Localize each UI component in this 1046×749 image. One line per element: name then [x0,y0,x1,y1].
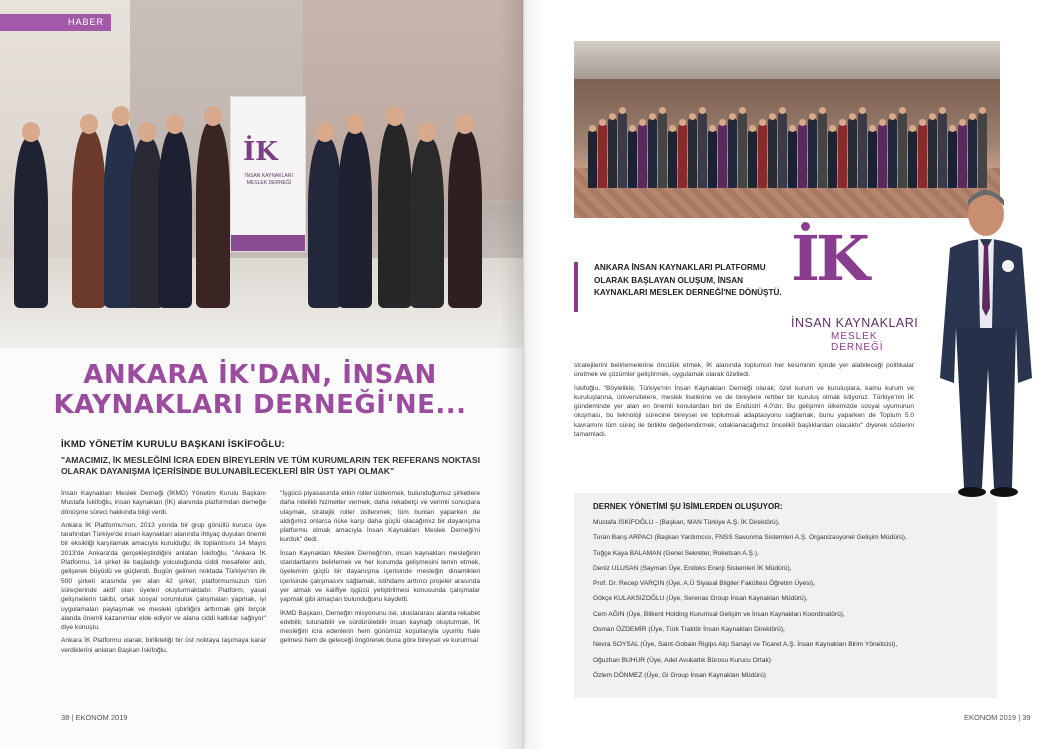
group-person [818,112,827,188]
group-person [608,118,617,188]
group-person-head [669,125,676,132]
hero-person-head [204,106,222,126]
group-person-head [849,113,856,120]
board-member: Özlem DÖNMEZ (Üye, Gi Group İnsan Kaynakları Müdürü) [593,671,766,679]
group-person-head [759,119,766,126]
hero-person [448,130,482,308]
hero-person [338,130,372,308]
hero-person-head [418,122,436,142]
hero-person [410,138,444,308]
group-person [768,118,777,188]
paragraph: "İşgücü piyasasında etkin roller üstlenmek, bulunduğumuz şirketlere daha nitelikli hizmetler vermek, daha rekabetçi ve verimli sonuçlara ulaşmak, stratejik roller üstlenmek; tüm bunları yaparken de aldığımız onlarca riske karşı daha güçlü olacağımız bir dayanışma platformu olmak amacıyla İnsan Kaynakları Meslek Derneği'ni kurduk" dedi. [280,490,480,544]
group-person [728,118,737,188]
banner-text: İNSAN KAYNAKLARI MESLEK DERNEĞİ [245,173,293,186]
group-person-head [639,119,646,126]
group-person [918,124,927,188]
hero-person [196,122,230,308]
group-person [638,124,647,188]
group-person-head [709,125,716,132]
hero-person-head [80,114,98,134]
group-person-head [739,107,746,114]
hero-person-head [166,114,184,134]
paragraph: İnsan Kaynakları Meslek Derneği'nin, insan kaynakları mesleğinin standartlarını belirlemek ve her kurumda gelişmesini temin etmek, üyelerinin güçlü bir dayanışma içerisinde mesleğin dinamikleri içerisinde çalışmasını sağlamak, istihdamı arttırıcı projeler arasında yer almak ve kalifiye işgücü yetiştirilmesi konusunda çalışmalar yapmak gibi amaçları bulunduğunu kaydetti. [280,549,480,604]
group-person [628,130,637,188]
group-person-head [839,119,846,126]
group-person [808,118,817,188]
group-person-head [829,125,836,132]
group-person-head [789,125,796,132]
board-box [574,493,997,698]
hero-person-head [386,106,404,126]
group-person-head [609,113,616,120]
group-person-head [889,113,896,120]
group-person-head [729,113,736,120]
paragraph: Ankara İK Platformu olarak; birlikteliği bir üst noktaya taşımaya karar verdiklerini anlatan Başkan İskifoğlu, [61,637,266,654]
group-person-head [949,125,956,132]
group-person-head [919,119,926,126]
group-person [788,130,797,188]
group-person-head [819,107,826,114]
board-member: Tuğçe Kaya BALAMAN (Genel Sekreter, Roketsan A.Ş.), [593,549,759,557]
group-person-head [749,125,756,132]
group-person [738,112,747,188]
group-person [648,118,657,188]
board-member: Deniz ULUSAN (Sayman Üye, Endoks Enerji Sistemleri İK Müdürü), [593,564,792,572]
group-person [698,112,707,188]
group-person-head [909,125,916,132]
group-person [848,118,857,188]
group-person [898,112,907,188]
board-title: DERNEK YÖNETİMİ ŞU İSİMLERDEN OLUŞUYOR: [593,502,783,511]
section-label: HABER [0,14,111,31]
headline-line-1: ANKARA İK'DAN, İNSAN [83,360,437,390]
group-person-head [969,113,976,120]
board-member: Nevra SOYSAL (Üye, Saint-Gobain Rigips Alçı Sanayi ve Ticaret A.Ş. İnsan Kaynakları Birim Yöneticisi), [593,641,898,649]
group-person [658,112,667,188]
hero-person-head [112,106,130,126]
logo-line-1: İNSAN KAYNAKLARI [791,316,919,330]
group-person [868,130,877,188]
group-person-head [809,113,816,120]
paragraph: İnsan Kaynakları Meslek Derneği (İKMD) Yönetim Kurulu Başkanı Mustafa İskifoğlu, insan kaynakları (İK) alanında platformdan derneğe dönüşme süreci hakkında bilgi verdi. [61,490,266,516]
article-quote: "AMACIMIZ, İK MESLEĞİNİ İCRA EDEN BİREYLERİN VE TÜM KURUMLARIN TEK REFERANS NOKTASI OLARAK DAYANIŞMA İÇERİSİNDE BULUNABİLECEKLERİ BİR ÜST YAPI OLMAK" [61,455,480,476]
group-person-head [659,107,666,114]
hero-person [158,130,192,308]
group-person [978,112,987,188]
board-member: Osman ÖZDEMİR (Üye, Türk Traktör İnsan Kaynakları Direktörü), [593,626,785,634]
hero-person [378,122,412,308]
board-member: Oğuzhan BUHUR (Üye, Adel Avukatlık Bürosu Kurucu Ortak) [593,656,771,664]
group-person-head [649,113,656,120]
page-number-right: EKONOM 2019 | 39 [964,713,1031,722]
group-person [828,130,837,188]
group-person-head [859,107,866,114]
group-person [778,112,787,188]
group-person [598,124,607,188]
pullquote: ANKARA İNSAN KAYNAKLARI PLATFORMU OLARAK BAŞLAYAN OLUŞUM, İNSAN KAYNAKLARI MESLEK DERNEĞİ'NE DÖNÜŞTÜ. [594,263,782,297]
rollup-banner [230,96,306,252]
hero-person-head [316,122,334,142]
group-person-head [699,107,706,114]
article-headline [20,360,500,420]
hero-person-head [22,122,40,142]
hero-photo [0,0,523,348]
group-person-head [929,113,936,120]
headline-line-2: KAYNAKLARI DERNEĞİ'NE... [53,390,467,420]
group-person [688,118,697,188]
group-person-head [799,119,806,126]
group-person-head [619,107,626,114]
group-person [668,130,677,188]
group-person [878,124,887,188]
pullquote-bar [574,262,578,312]
hero-person-head [456,114,474,134]
group-person [618,112,627,188]
logo-line-2: MESLEK DERNEĞİ [831,331,884,353]
hero-person-head [346,114,364,134]
page-number-left: 38 | EKONOM 2019 [61,713,128,722]
right-page [523,0,1046,749]
group-person [858,112,867,188]
body-column-right [574,361,914,443]
group-person-head [719,119,726,126]
group-person [938,112,947,188]
group-person [908,130,917,188]
group-person-head [899,107,906,114]
board-member: Turan Barış ARPACI (Başkan Yardımcısı, FNSS Savunma Sistemleri A.Ş. Organizasyonel Gelişim Müdürü), [593,534,907,542]
group-person-head [599,119,606,126]
body-column-2 [280,489,480,650]
group-person-head [979,107,986,114]
group-person-head [879,119,886,126]
board-member: Cem AĞIN (Üye, Bilkent Holding Kurumsal Gelişim ve İnsan Kaynakları Koordinatörü), [593,610,845,618]
group-person-head [869,125,876,132]
board-member: Gökçe KULAKSIZOĞLU (Üye, Serenas Group İnsan Kaynakları Müdürü), [593,595,808,603]
hero-person [14,138,48,308]
logo-mark: İK [791,222,866,295]
board-member: Prof. Dr. Recep VARÇIN (Üye, A.Ü Siyasal Bilgiler Fakültesi Öğretim Üyesi), [593,580,815,588]
paragraph: İKMD Başkanı, Derneğin misyonunu ise, uluslararası alanda rekabet edebilir, tutunabilir ve sürdürülebilir insan kaynağı oluşturmak, İK mesleğini icra edenlerin hem günümüz koşullarıyla uyumlu hale gelmesi hem de geleceği öngörerek buna göre bireysel ve kurumsal [280,609,480,645]
banner-logo: İK [243,137,278,167]
group-person [748,130,757,188]
group-person [708,130,717,188]
paragraph: İskifoğlu, "Böylelikle, Türkiye'nin İnsan Kaynakları Derneği olarak; özel kurum ve kuruluşlara, kamu kurum ve kuruluşlarına, üniversitelere, meslek liselerine ve de bireylere rehber bir kuruluş olmak istiyoruz. Türkiye'nin İK gündeminde yer alan en önemli konulardan biri de Endüstri 4.0'dır. Bu gelişimin ülkemizde sosyal uyumunun oluşması, bu teknoloji sürecine bireysel ve toplumsal adaptasyonu sağlamak, bunu yaparken de Toplum 5.0 kavramını tüm süreç ile birlikte değerlendirmek; odaklanacağımız öncelikli başlıklardan olacaktır" diyerek sözlerini tamamladı. [574,384,914,439]
group-person [838,124,847,188]
group-person-head [939,107,946,114]
paragraph: stratejilerini belirlemelerine öncülük etmek, İK alanında toplumun her kesiminin içinde yer alabileceği politikalar üretmek ve çözümler geliştirmek, uygulamak olarak özetledi. [574,362,914,379]
hero-person [308,138,342,308]
group-person-head [779,107,786,114]
group-person-head [959,119,966,126]
paragraph: Ankara İK Platformu'nun, 2013 yılında bir grup gönüllü kurucu üye tarafından Türkiye'de insan kaynakları alanında ihtiyaç duyulan önemli bir eksikliği karşılamak amacıyla kurulduğu; ilk toplantısını 14 Mayıs 2013'de Ankara'da gerçekleştirdiğini anlatan İskifoğlu, "Ankara İK Platformu, 14 şirket ile başladığı yolculuğunda ciddi mesafeler aldı, gelişerek büyüdü ve güçlendi. Bugün gelinen noktada Türkiye'nin ilk 500 şirketi arasında yer alan 42 şirket; platformumuzun tüm süreçlerinde aktif olan üyeleri oluşturmaktadır. Platform, yasal gelişmelerin takibi, ortak sosyal sorumluluk çalışmaları yapmak, iyi uygulamaları paylaşmak ve mesleki işbirliğini arttırmak gibi birçok alanda önemli kazanımlar elde ediyor ve alana ciddi katkılar sağlıyor" diye konuştu. [61,521,266,632]
group-person [718,124,727,188]
group-person [678,124,687,188]
board-member: Mustafa İSKİFOĞLU - (Başkan, MAN Türkiye A.Ş. İK Direktörü), [593,519,780,526]
president-portrait [928,178,1046,518]
body-column-1 [61,489,266,659]
group-person-head [769,113,776,120]
group-person [798,124,807,188]
group-person-head [589,125,596,132]
group-person [888,118,897,188]
article-subhead: İKMD YÖNETİM KURULU BAŞKANI İSKİFOĞLU: [61,439,285,450]
group-person-head [679,119,686,126]
group-person [758,124,767,188]
hero-person [72,130,106,308]
group-person-head [689,113,696,120]
group-person-head [629,125,636,132]
ikmd-logo [791,222,921,353]
group-person [588,130,597,188]
hero-person-head [138,122,156,142]
